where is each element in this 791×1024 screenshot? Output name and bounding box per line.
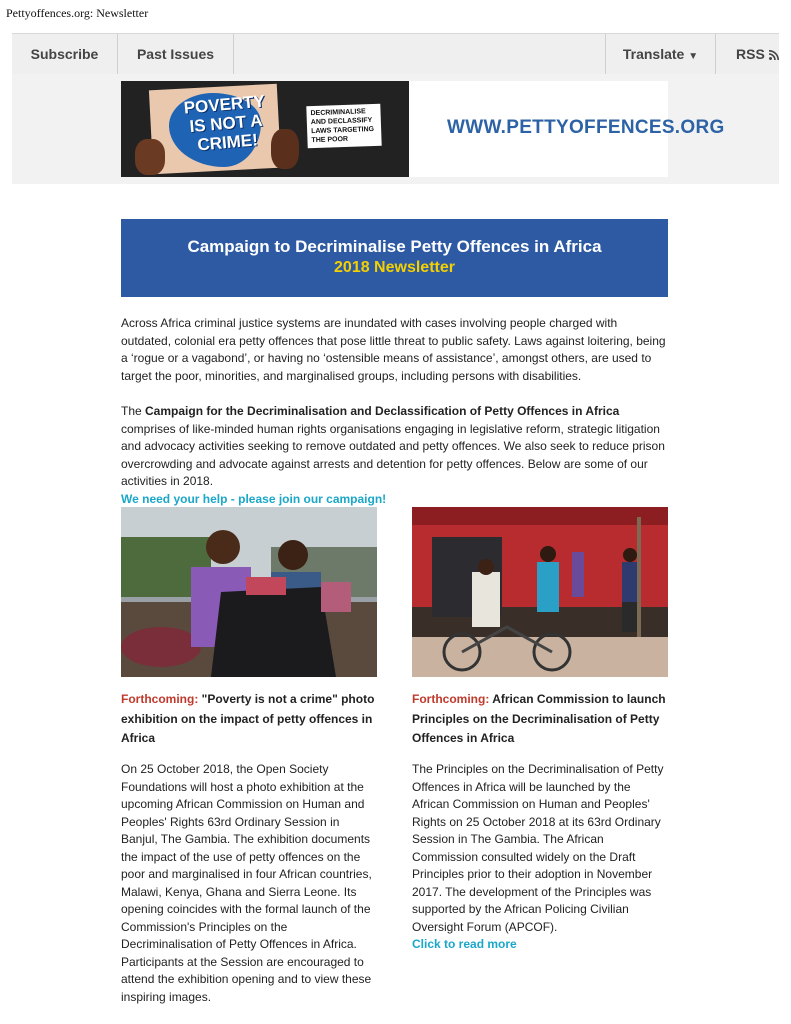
banner-sign-text: POVERTY IS NOT A CRIME! bbox=[183, 91, 266, 155]
hand-left bbox=[135, 139, 165, 175]
forthcoming-label: Forthcoming: bbox=[121, 692, 199, 706]
article-title-exhibition[interactable] bbox=[121, 690, 377, 749]
exhibition-photo bbox=[121, 507, 377, 677]
article-title-principles[interactable] bbox=[412, 690, 668, 749]
campaign-name: Campaign for the Decriminalisation and Declassification of Petty Offences in Africa bbox=[145, 404, 620, 418]
newsletter-navbar bbox=[12, 33, 779, 75]
rss-label: RSS bbox=[736, 46, 765, 62]
join-campaign-link[interactable]: We need your help - please join our campaign! bbox=[121, 491, 387, 506]
forthcoming-label: Forthcoming: bbox=[412, 692, 490, 706]
read-more-link[interactable]: Click to read more bbox=[412, 937, 517, 951]
article-heading: "Poverty is not a crime" photo exhibition on the impact of petty offences in Africa bbox=[121, 692, 375, 745]
rss-icon bbox=[769, 50, 779, 60]
campaign-paragraph-prefix: The bbox=[121, 404, 146, 418]
past-issues-link[interactable]: Past Issues bbox=[118, 34, 234, 74]
hand-right bbox=[271, 129, 299, 169]
intro-paragraph: Across Africa criminal justice systems are inundated with cases involving people charged with outdated, colonial era petty offences that pose little threat to public safety. Laws against loitering, being a ‘rogue or a vagabond’, or having no ‘ostensible means of assistance’, amongst others, are used to target the poor, minorities, and marginalised groups, including persons with disabilities. bbox=[121, 316, 666, 383]
translate-dropdown[interactable] bbox=[605, 34, 715, 74]
article-body-exhibition: On 25 October 2018, the Open Society Foundations will host a photo exhibition at the upcoming African Commission on Human and Peoples' Rights 63rd Ordinary Session in Banjul, The Gambia. The exhibition documents the impact of the use of petty offences on the poor and marginalised in four African countries, Malawi, Kenya, Ghana and Sierra Leone. Its opening coincides with the formal launch of the Commission's Principles on the Decriminalisation of Petty Offences in Africa. Participants at the Session are encouraged to attend the exhibition opening and to view these inspiring images. bbox=[121, 762, 372, 1004]
banner-url[interactable]: WWW.PETTYOFFENCES.ORG bbox=[447, 117, 725, 138]
page-title: Campaign to Decriminalise Petty Offences in Africa bbox=[187, 237, 602, 256]
article-body-principles bbox=[412, 761, 668, 954]
campaign-paragraph bbox=[121, 403, 670, 508]
chevron-down-icon: ▼ bbox=[688, 51, 699, 62]
translate-label: Translate bbox=[622, 46, 685, 62]
banner-photo bbox=[121, 81, 409, 177]
campaign-paragraph-text: comprises of like-minded human rights organisations engaging in legislative reform, strategic litigation and advocacy activities seeking to remove outdated and petty offences. We also seek to reduce prison overcrowding and advocate against arrests and detention for petty offences. Below are some of our activities in 2018. bbox=[121, 421, 665, 488]
market-photo bbox=[412, 507, 668, 677]
subscribe-link[interactable]: Subscribe bbox=[12, 34, 118, 74]
newsletter-title-box bbox=[121, 219, 668, 297]
document-header: Pettyoffences.org: Newsletter bbox=[6, 6, 149, 20]
campaign-banner[interactable] bbox=[121, 81, 725, 177]
newsletter-year: 2018 Newsletter bbox=[334, 259, 455, 276]
article-heading: African Commission to launch Principles on the Decriminalisation of Petty Offences in Africa bbox=[412, 692, 666, 745]
rss-link[interactable] bbox=[715, 34, 779, 74]
article-body-text: The Principles on the Decriminalisation of Petty Offences in Africa will be launched by the African Commission on Human and Peoples' Rights on 25 October 2018 at its 63rd Ordinary Session in The Gambia. The African Commission consulted widely on the Draft Principles prior to their adoption in November 2017. The development of the Principles was supported by the African Policing Civilian Oversight Forum (APCOF). bbox=[412, 762, 664, 934]
banner-subtext: DECRIMINALISE AND DECLASSIFY LAWS TARGETING THE POOR bbox=[306, 104, 381, 149]
